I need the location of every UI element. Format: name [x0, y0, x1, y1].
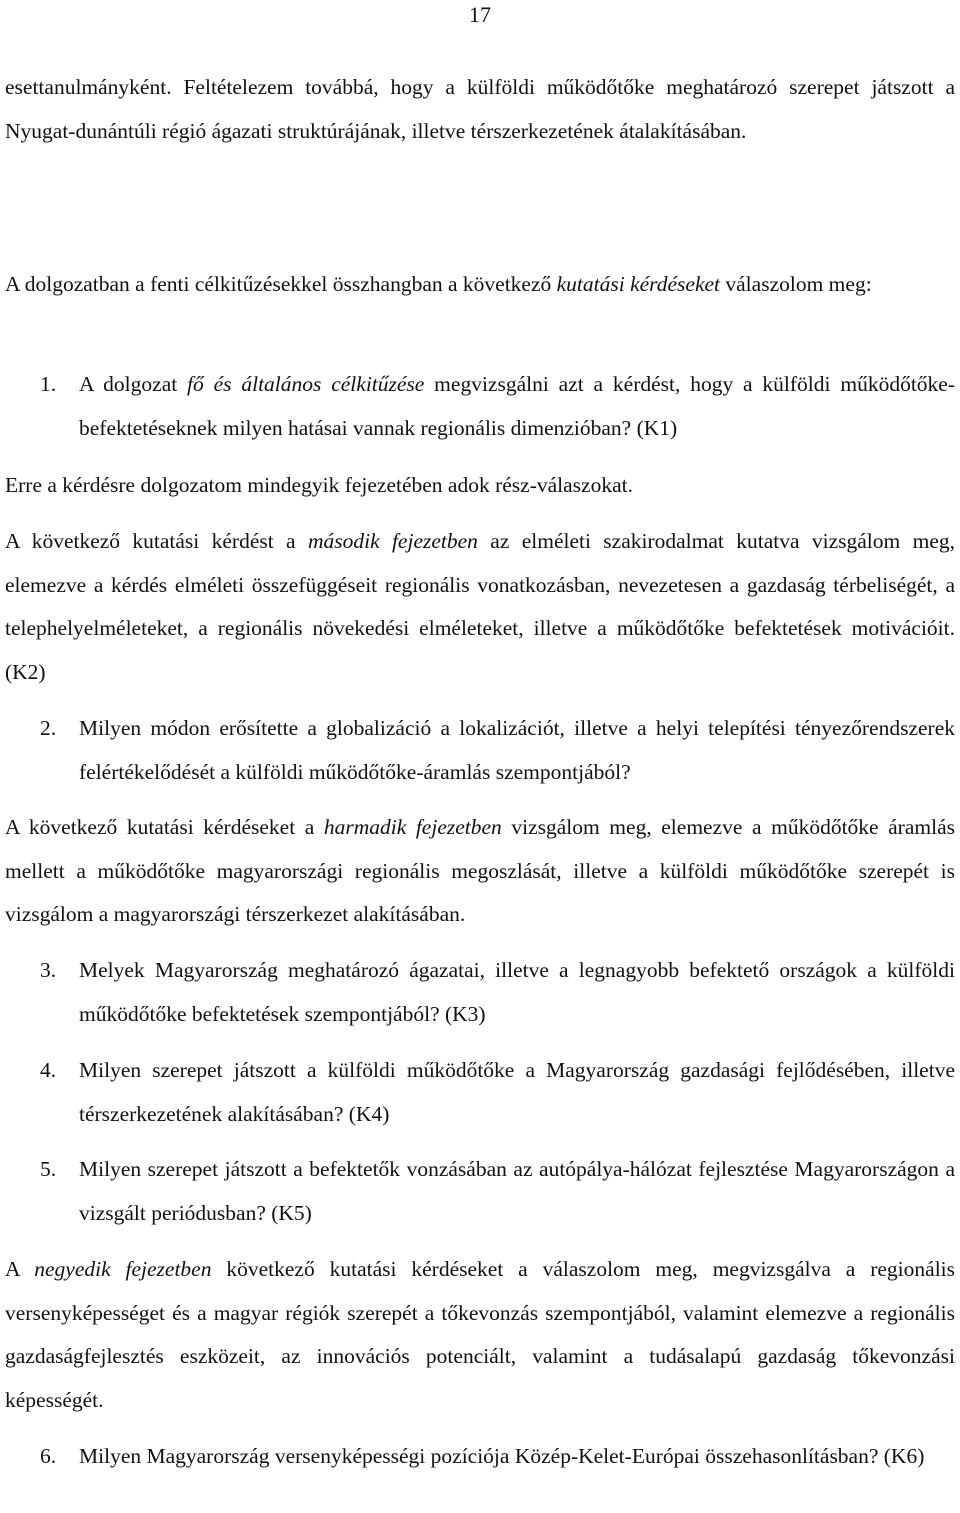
text-run: A következő kutatási kérdést a — [5, 529, 308, 553]
italic-text: fő és általános célkitűzése — [187, 372, 425, 396]
italic-text: harmadik fejezetben — [323, 815, 502, 839]
question-number: 3. — [40, 958, 57, 982]
question-text: Milyen Magyarország versenyképességi pozíciója Közép-Kelet-Európai összehasonlításban? (K6) — [79, 1444, 925, 1468]
paragraph-fourth-chapter — [5, 1248, 955, 1422]
text-run: vizsgálom meg, elemezve a működőtőke áramlás mellett a működőtőke magyarországi regionális megoszlását, illetve a külföldi működőtőke szerepét is vizsgálom a magyarországi térszerkezet alakításában. — [5, 815, 955, 926]
paragraph-second-chapter — [5, 520, 955, 694]
paragraph-answer-note — [5, 464, 955, 508]
italic-text: negyedik fejezetben — [34, 1257, 212, 1281]
question-2 — [79, 707, 955, 794]
italic-text: kutatási kérdéseket — [556, 272, 721, 296]
question-text: Milyen módon erősítette a globalizáció a lokalizációt, illetve a helyi telepítési tényezőrendszerek felértékelődését a külföldi működőtőke-áramlás szempontjából? — [79, 716, 955, 784]
question-6 — [79, 1435, 955, 1479]
text-run: az elméleti szakirodalmat kutatva vizsgálom meg, elemezve a kérdés elméleti összefüggéseit regionális vonatkozásban, nevezetesen a gazdaság térbeliségét, a telephelyelméleteket, a regionális növekedési elméleteket, illetve a működőtőke befektetések motivációit. (K2) — [5, 529, 955, 684]
paragraph-third-chapter — [5, 806, 955, 937]
question-number: 2. — [40, 716, 57, 740]
text-run: A dolgozat — [79, 372, 188, 396]
question-text: Milyen szerepet játszott a külföldi működőtőke a Magyarország gazdasági fejlődésében, illetve térszerkezetének alakításában? (K4) — [79, 1058, 955, 1126]
italic-text: második fejezetben — [307, 529, 478, 553]
text-run: megvizsgálni azt a kérdést, hogy a külföldi működőtőke-befektetéseknek milyen hatásai vannak regionális dimenzióban? (K1) — [79, 372, 955, 440]
question-1 — [79, 363, 955, 450]
paragraph-text: Erre a kérdésre dolgozatom mindegyik fejezetében adok rész-válaszokat. — [5, 473, 633, 497]
paragraph-research-questions-intro — [5, 263, 955, 307]
question-number: 4. — [40, 1058, 57, 1082]
text-run: válaszolom meg: — [720, 272, 872, 296]
text-run: A dolgozatban a fenti célkitűzésekkel összhangban a következő — [5, 272, 557, 296]
question-text: Melyek Magyarország meghatározó ágazatai, illetve a legnagyobb befektető országok a külföldi működőtőke befektetések szempontjából? (K3) — [79, 958, 955, 1026]
question-4 — [79, 1049, 955, 1136]
question-number: 1. — [40, 372, 57, 396]
question-5 — [79, 1148, 955, 1235]
text-run: A következő kutatási kérdéseket a — [5, 815, 324, 839]
text-run: A — [5, 1257, 35, 1281]
text-run: következő kutatási kérdéseket a válaszolom meg, megvizsgálva a regionális versenyképességet és a magyar régiók szerepét a tőkevonzás szempontjából, valamint elemezve a regionális gazdaságfejlesztés eszközeit, az innovációs potenciált, valamint a tudásalapú gazdaság tőkevonzási képességét. — [5, 1257, 956, 1412]
question-text: Milyen szerepet játszott a befektetők vonzásában az autópálya-hálózat fejlesztése Magyarországon a vizsgált periódusban? (K5) — [79, 1157, 955, 1225]
page-number: 17 — [469, 2, 491, 27]
question-number: 6. — [40, 1444, 57, 1468]
question-number: 5. — [40, 1157, 57, 1181]
paragraph-text: esettanulmányként. Feltételezem továbbá, hogy a külföldi működőtőke meghatározó szerepet játszott a Nyugat-dunántúli régió ágazati struktúrájának, illetve térszerkezetének átalakításában. — [5, 75, 955, 143]
paragraph-intro — [5, 66, 955, 153]
question-3 — [79, 949, 955, 1036]
